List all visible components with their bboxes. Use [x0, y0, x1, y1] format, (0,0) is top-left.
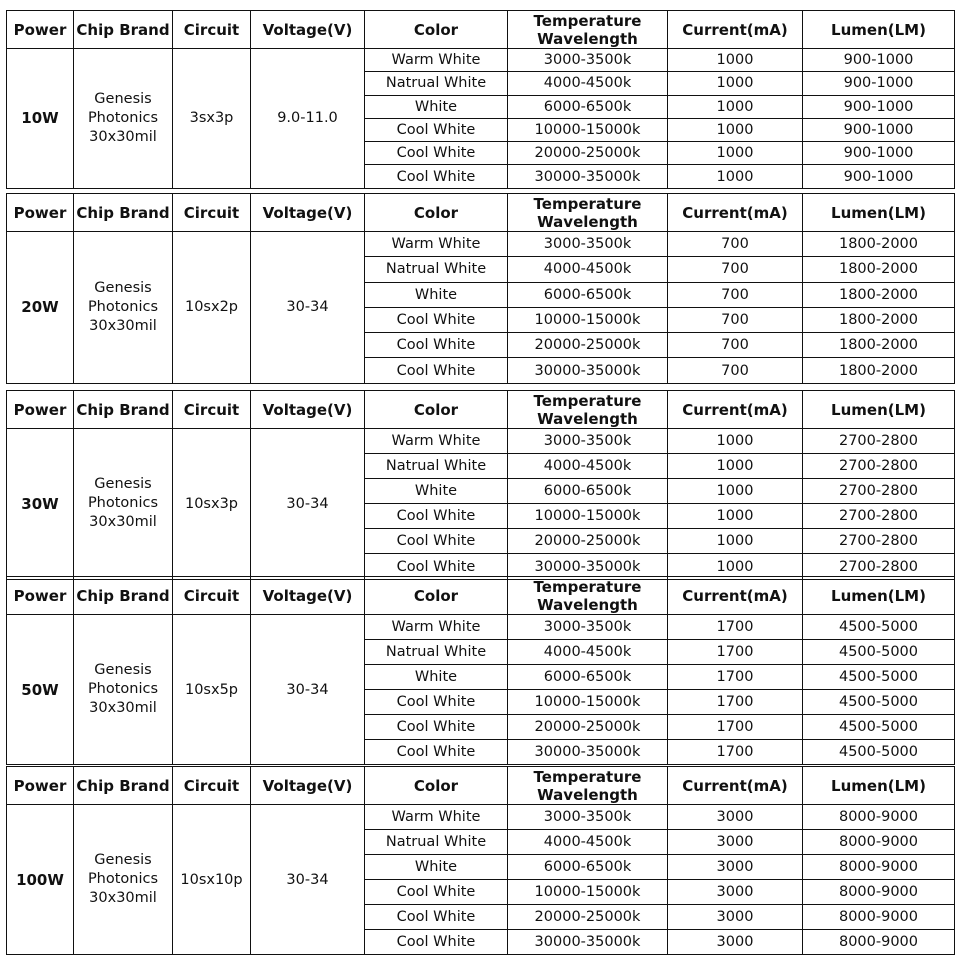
header-circuit: Circuit	[173, 11, 251, 49]
chip-brand-line: Photonics	[87, 681, 159, 697]
temperature-cell: 20000-25000k	[508, 905, 668, 930]
header-color: Color	[365, 194, 508, 232]
lumen-cell: 4500-5000	[803, 640, 955, 665]
chip-brand-line: 30x30mil	[89, 700, 157, 716]
circuit-value: 10sx5p	[173, 615, 251, 765]
header-color: Color	[365, 767, 508, 805]
color-cell: White	[365, 95, 508, 118]
chip-brand-line: 30x30mil	[89, 317, 157, 334]
header-current: Current(mA)	[668, 194, 803, 232]
temperature-cell: 30000-35000k	[508, 740, 668, 765]
spec-table-30w	[6, 390, 955, 580]
current-cell: 1700	[668, 690, 803, 715]
lumen-cell: 2700-2800	[803, 479, 955, 504]
header-lumen: Lumen(LM)	[803, 11, 955, 49]
temperature-cell: 20000-25000k	[508, 333, 668, 358]
table-row	[7, 49, 955, 72]
spec-table-50w	[6, 576, 955, 765]
color-cell: Cool White	[365, 118, 508, 141]
chip-brand-line: Genesis	[94, 279, 152, 296]
lumen-cell: 1800-2000	[803, 358, 955, 383]
header-circuit: Circuit	[173, 194, 251, 232]
current-cell: 1700	[668, 740, 803, 765]
power-value: 30W	[7, 429, 74, 580]
chip-brand-line: Photonics	[87, 495, 159, 512]
color-cell: Natrual White	[365, 257, 508, 282]
header-temperature-line2: Wavelength	[537, 595, 638, 614]
temperature-cell: 4000-4500k	[508, 454, 668, 479]
lumen-cell: 4500-5000	[803, 665, 955, 690]
header-temperature	[508, 577, 668, 615]
header-temperature-line2: Wavelength	[537, 29, 638, 48]
power-value: 100W	[7, 805, 74, 955]
lumen-cell: 900-1000	[803, 165, 955, 188]
lumen-cell: 1800-2000	[803, 333, 955, 358]
color-cell: Cool White	[365, 142, 508, 165]
current-cell: 3000	[668, 905, 803, 930]
header-voltage: Voltage(V)	[251, 11, 365, 49]
header-lumen: Lumen(LM)	[803, 767, 955, 805]
chip-brand-line: 30x30mil	[89, 128, 157, 145]
lumen-cell: 900-1000	[803, 142, 955, 165]
color-cell: Cool White	[365, 880, 508, 905]
lumen-cell: 4500-5000	[803, 715, 955, 740]
current-cell: 1700	[668, 715, 803, 740]
chip-brand-line: Photonics	[87, 871, 159, 887]
header-temperature	[508, 767, 668, 805]
circuit-value: 10sx3p	[173, 429, 251, 580]
color-cell: Natrual White	[365, 72, 508, 95]
current-cell: 1000	[668, 95, 803, 118]
header-circuit: Circuit	[173, 391, 251, 429]
color-cell: Natrual White	[365, 830, 508, 855]
header-voltage: Voltage(V)	[251, 577, 365, 615]
lumen-cell: 900-1000	[803, 72, 955, 95]
header-power: Power	[7, 391, 74, 429]
lumen-cell: 4500-5000	[803, 740, 955, 765]
chip-brand-value	[74, 615, 173, 765]
header-power: Power	[7, 11, 74, 49]
temperature-cell: 10000-15000k	[508, 880, 668, 905]
color-cell: Cool White	[365, 740, 508, 765]
header-chip-brand: Chip Brand	[74, 577, 173, 615]
lumen-cell: 8000-9000	[803, 830, 955, 855]
table-row	[7, 429, 955, 454]
temperature-cell: 10000-15000k	[508, 690, 668, 715]
color-cell: Warm White	[365, 615, 508, 640]
temperature-cell: 6000-6500k	[508, 479, 668, 504]
circuit-value: 10sx10p	[173, 805, 251, 955]
lumen-cell: 1800-2000	[803, 232, 955, 257]
header-power: Power	[7, 767, 74, 805]
current-cell: 1000	[668, 49, 803, 72]
temperature-cell: 4000-4500k	[508, 640, 668, 665]
header-voltage: Voltage(V)	[251, 194, 365, 232]
color-cell: Cool White	[365, 715, 508, 740]
voltage-value: 30-34	[251, 429, 365, 580]
header-temperature-line1: Temperature	[533, 767, 642, 786]
color-cell: White	[365, 855, 508, 880]
table-row	[7, 615, 955, 640]
circuit-value: 3sx3p	[173, 49, 251, 189]
current-cell: 3000	[668, 930, 803, 955]
temperature-cell: 20000-25000k	[508, 142, 668, 165]
temperature-cell: 6000-6500k	[508, 855, 668, 880]
current-cell: 1000	[668, 72, 803, 95]
voltage-value: 9.0-11.0	[251, 49, 365, 189]
header-chip-brand: Chip Brand	[74, 391, 173, 429]
color-cell: Cool White	[365, 333, 508, 358]
temperature-cell: 20000-25000k	[508, 529, 668, 554]
color-cell: Cool White	[365, 307, 508, 332]
power-value: 50W	[7, 615, 74, 765]
lumen-cell: 1800-2000	[803, 307, 955, 332]
color-cell: Cool White	[365, 165, 508, 188]
chip-brand-value	[74, 49, 173, 189]
current-cell: 1700	[668, 640, 803, 665]
temperature-cell: 10000-15000k	[508, 118, 668, 141]
lumen-cell: 2700-2800	[803, 504, 955, 529]
lumen-cell: 900-1000	[803, 95, 955, 118]
power-value: 20W	[7, 232, 74, 384]
current-cell: 1000	[668, 429, 803, 454]
header-voltage: Voltage(V)	[251, 391, 365, 429]
chip-brand-line: 30x30mil	[89, 890, 157, 906]
lumen-cell: 4500-5000	[803, 690, 955, 715]
current-cell: 1700	[668, 665, 803, 690]
current-cell: 1000	[668, 529, 803, 554]
spec-table-100w	[6, 766, 955, 955]
chip-brand-line: Genesis	[94, 852, 152, 868]
temperature-cell: 30000-35000k	[508, 358, 668, 383]
header-temperature	[508, 194, 668, 232]
header-color: Color	[365, 577, 508, 615]
temperature-cell: 3000-3500k	[508, 49, 668, 72]
header-row	[7, 11, 955, 49]
header-current: Current(mA)	[668, 577, 803, 615]
current-cell: 3000	[668, 830, 803, 855]
header-temperature-line1: Temperature	[533, 391, 642, 410]
color-cell: Warm White	[365, 429, 508, 454]
temperature-cell: 4000-4500k	[508, 257, 668, 282]
temperature-cell: 6000-6500k	[508, 95, 668, 118]
color-cell: White	[365, 479, 508, 504]
header-row	[7, 767, 955, 805]
spec-table-10w	[6, 10, 955, 189]
header-temperature	[508, 11, 668, 49]
color-cell: Cool White	[365, 905, 508, 930]
color-cell: Cool White	[365, 930, 508, 955]
current-cell: 1000	[668, 479, 803, 504]
current-cell: 700	[668, 282, 803, 307]
header-color: Color	[365, 391, 508, 429]
voltage-value: 30-34	[251, 615, 365, 765]
lumen-cell: 1800-2000	[803, 282, 955, 307]
current-cell: 1000	[668, 454, 803, 479]
current-cell: 1000	[668, 554, 803, 579]
temperature-cell: 3000-3500k	[508, 615, 668, 640]
color-cell: Natrual White	[365, 640, 508, 665]
temperature-cell: 4000-4500k	[508, 830, 668, 855]
voltage-value: 30-34	[251, 805, 365, 955]
lumen-cell: 2700-2800	[803, 454, 955, 479]
header-chip-brand: Chip Brand	[74, 11, 173, 49]
lumen-cell: 2700-2800	[803, 554, 955, 579]
header-temperature-line1: Temperature	[533, 577, 642, 596]
lumen-cell: 1800-2000	[803, 257, 955, 282]
temperature-cell: 3000-3500k	[508, 232, 668, 257]
header-row	[7, 391, 955, 429]
lumen-cell: 8000-9000	[803, 855, 955, 880]
lumen-cell: 2700-2800	[803, 529, 955, 554]
header-temperature-line1: Temperature	[533, 11, 642, 30]
header-current: Current(mA)	[668, 11, 803, 49]
color-cell: Cool White	[365, 358, 508, 383]
current-cell: 1700	[668, 615, 803, 640]
current-cell: 1000	[668, 142, 803, 165]
lumen-cell: 8000-9000	[803, 805, 955, 830]
temperature-cell: 30000-35000k	[508, 165, 668, 188]
header-current: Current(mA)	[668, 391, 803, 429]
header-temperature	[508, 391, 668, 429]
chip-brand-line: Genesis	[94, 662, 152, 678]
color-cell: Cool White	[365, 529, 508, 554]
temperature-cell: 3000-3500k	[508, 429, 668, 454]
current-cell: 700	[668, 358, 803, 383]
color-cell: Cool White	[365, 504, 508, 529]
header-chip-brand: Chip Brand	[74, 194, 173, 232]
current-cell: 1000	[668, 118, 803, 141]
color-cell: Warm White	[365, 232, 508, 257]
lumen-cell: 4500-5000	[803, 615, 955, 640]
current-cell: 3000	[668, 855, 803, 880]
voltage-value: 30-34	[251, 232, 365, 384]
header-lumen: Lumen(LM)	[803, 391, 955, 429]
temperature-cell: 20000-25000k	[508, 715, 668, 740]
header-voltage: Voltage(V)	[251, 767, 365, 805]
header-current: Current(mA)	[668, 767, 803, 805]
current-cell: 700	[668, 333, 803, 358]
header-circuit: Circuit	[173, 577, 251, 615]
current-cell: 700	[668, 257, 803, 282]
header-lumen: Lumen(LM)	[803, 194, 955, 232]
chip-brand-line: Photonics	[87, 109, 159, 126]
color-cell: White	[365, 282, 508, 307]
header-row	[7, 577, 955, 615]
header-temperature-line2: Wavelength	[537, 785, 638, 804]
chip-brand-value	[74, 232, 173, 384]
lumen-cell: 8000-9000	[803, 905, 955, 930]
temperature-cell: 4000-4500k	[508, 72, 668, 95]
chip-brand-value	[74, 429, 173, 580]
circuit-value: 10sx2p	[173, 232, 251, 384]
header-temperature-line2: Wavelength	[537, 409, 638, 428]
color-cell: Natrual White	[365, 454, 508, 479]
chip-brand-line: Genesis	[94, 476, 152, 493]
power-value: 10W	[7, 49, 74, 189]
color-cell: Warm White	[365, 805, 508, 830]
chip-brand-line: Photonics	[87, 298, 159, 315]
current-cell: 700	[668, 307, 803, 332]
current-cell: 1000	[668, 504, 803, 529]
current-cell: 1000	[668, 165, 803, 188]
header-temperature-line1: Temperature	[533, 194, 642, 213]
lumen-cell: 8000-9000	[803, 930, 955, 955]
header-lumen: Lumen(LM)	[803, 577, 955, 615]
table-row	[7, 232, 955, 257]
chip-brand-line: Genesis	[94, 90, 152, 107]
temperature-cell: 6000-6500k	[508, 282, 668, 307]
table-row	[7, 805, 955, 830]
spec-table-20w	[6, 193, 955, 384]
lumen-cell: 900-1000	[803, 118, 955, 141]
color-cell: White	[365, 665, 508, 690]
lumen-cell: 900-1000	[803, 49, 955, 72]
lumen-cell: 2700-2800	[803, 429, 955, 454]
current-cell: 3000	[668, 805, 803, 830]
color-cell: Warm White	[365, 49, 508, 72]
header-temperature-line2: Wavelength	[537, 212, 638, 231]
header-circuit: Circuit	[173, 767, 251, 805]
lumen-cell: 8000-9000	[803, 880, 955, 905]
temperature-cell: 30000-35000k	[508, 930, 668, 955]
header-chip-brand: Chip Brand	[74, 767, 173, 805]
temperature-cell: 6000-6500k	[508, 665, 668, 690]
header-power: Power	[7, 194, 74, 232]
temperature-cell: 30000-35000k	[508, 554, 668, 579]
header-row	[7, 194, 955, 232]
header-power: Power	[7, 577, 74, 615]
chip-brand-line: 30x30mil	[89, 514, 157, 531]
current-cell: 3000	[668, 880, 803, 905]
header-color: Color	[365, 11, 508, 49]
chip-brand-value	[74, 805, 173, 955]
color-cell: Cool White	[365, 554, 508, 579]
temperature-cell: 3000-3500k	[508, 805, 668, 830]
current-cell: 700	[668, 232, 803, 257]
color-cell: Cool White	[365, 690, 508, 715]
temperature-cell: 10000-15000k	[508, 504, 668, 529]
temperature-cell: 10000-15000k	[508, 307, 668, 332]
